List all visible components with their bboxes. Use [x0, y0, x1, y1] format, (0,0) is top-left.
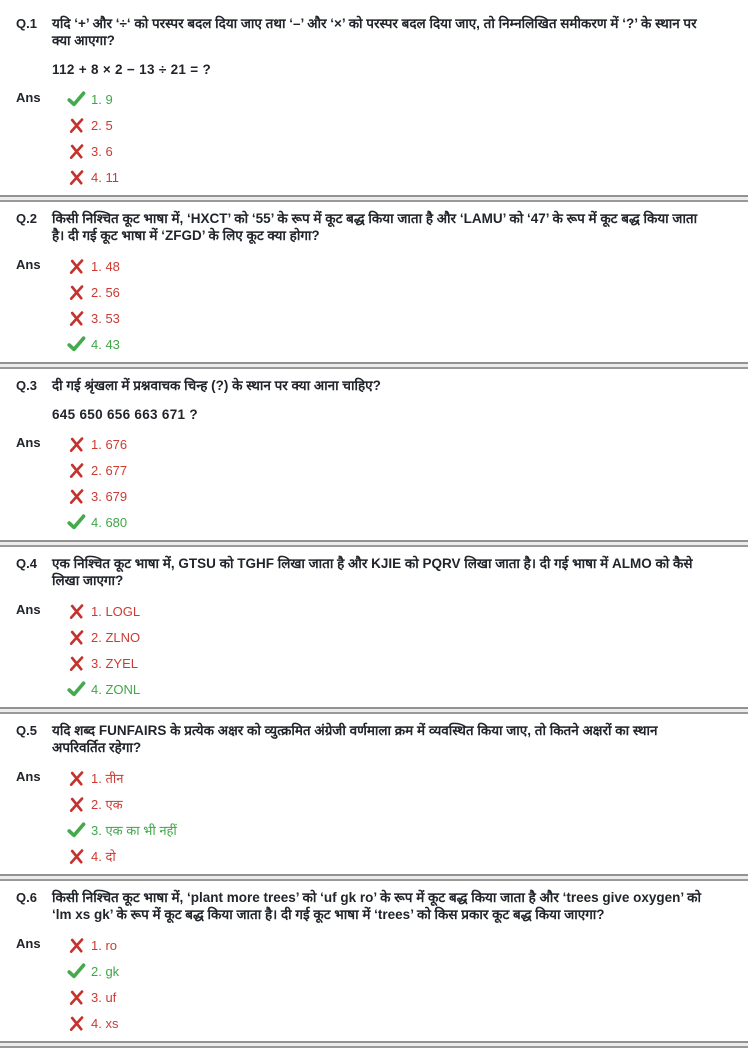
option-text: 4. 680	[91, 514, 128, 530]
question-separator	[0, 707, 748, 714]
incorrect-cross-icon	[66, 849, 86, 864]
correct-check-icon	[66, 514, 86, 530]
question-number: Q.4	[16, 556, 37, 571]
answer-option	[52, 253, 732, 279]
answer-option	[52, 984, 732, 1010]
option-text: 3. uf	[91, 989, 117, 1005]
incorrect-cross-icon	[66, 118, 86, 133]
option-text: 3. 6	[91, 143, 113, 159]
incorrect-cross-icon	[66, 489, 86, 504]
correct-check-icon	[66, 91, 86, 107]
incorrect-cross-icon	[66, 656, 86, 671]
answer-option	[52, 431, 732, 457]
answer-option	[52, 138, 732, 164]
incorrect-cross-icon	[66, 771, 86, 786]
option-text: 1. 9	[91, 91, 113, 107]
incorrect-cross-icon	[66, 144, 86, 159]
question-number: Q.2	[16, 211, 37, 226]
incorrect-cross-icon	[66, 259, 86, 274]
option-text: 2. 677	[91, 462, 128, 478]
incorrect-cross-icon	[66, 1016, 86, 1031]
answer-option	[52, 817, 732, 843]
answer-option	[52, 598, 732, 624]
option-text: 2. एक	[91, 797, 123, 812]
option-text: 3. एक का भी नहीं	[91, 823, 177, 838]
option-text: 4. 11	[91, 169, 119, 185]
question-text: एक निश्चित कूट भाषा में, GTSU को TGHF लिखा जाता है और KJIE को PQRV लिखा जाता है। दी गई भाषा में ALMO को कैसे लिखा जाएगा?	[52, 556, 693, 588]
answer-option	[52, 624, 732, 650]
question-block	[0, 202, 748, 362]
incorrect-cross-icon	[66, 797, 86, 812]
question-block	[0, 369, 748, 540]
correct-check-icon	[66, 963, 86, 979]
question-separator	[0, 540, 748, 547]
answer-option	[52, 509, 732, 535]
question-expression: 112 + 8 × 2 − 13 ÷ 21 = ?	[52, 62, 212, 77]
option-text: 4. xs	[91, 1015, 119, 1031]
correct-check-icon	[66, 822, 86, 838]
question-block	[0, 714, 748, 874]
question-separator	[0, 1041, 748, 1048]
option-text: 1. तीन	[91, 771, 124, 786]
answer-option	[52, 331, 732, 357]
answer-option	[52, 843, 732, 869]
option-text: 1. ro	[91, 937, 118, 953]
incorrect-cross-icon	[66, 170, 86, 185]
option-text: 1. 676	[91, 436, 128, 452]
options-list	[52, 431, 732, 535]
answer-option	[52, 932, 732, 958]
question-expression: 645 650 656 663 671 ?	[52, 407, 198, 422]
question-block	[0, 7, 748, 195]
question-text: किसी निश्चित कूट भाषा में, ‘plant more trees’ को ‘uf gk ro’ के रूप में कूट बद्ध किया जाता है और ‘trees give oxygen’ को ‘lm xs gk’ के रूप में कूट बद्ध किया जाता है। दी गई कूट भाषा में ‘trees’ को किस प्रकार कूट बद्ध किया जाएगा?	[52, 890, 702, 922]
option-text: 4. दो	[91, 849, 116, 864]
incorrect-cross-icon	[66, 938, 86, 953]
answer-label: Ans	[16, 435, 41, 450]
option-text: 3. 679	[91, 488, 128, 504]
question-number: Q.1	[16, 16, 37, 31]
answer-option	[52, 86, 732, 112]
options-list	[52, 765, 732, 869]
correct-check-icon	[66, 336, 86, 352]
option-text: 4. ZONL	[91, 681, 141, 697]
answer-option	[52, 1010, 732, 1036]
answer-option	[52, 676, 732, 702]
question-number: Q.3	[16, 378, 37, 393]
question-separator	[0, 874, 748, 881]
answer-option	[52, 650, 732, 676]
incorrect-cross-icon	[66, 437, 86, 452]
incorrect-cross-icon	[66, 604, 86, 619]
answer-option	[52, 279, 732, 305]
correct-check-icon	[66, 681, 86, 697]
answer-option	[52, 765, 732, 791]
answer-label: Ans	[16, 769, 41, 784]
options-list	[52, 86, 732, 190]
incorrect-cross-icon	[66, 285, 86, 300]
option-text: 1. 48	[91, 258, 120, 274]
answer-label: Ans	[16, 602, 41, 617]
answer-option	[52, 958, 732, 984]
option-text: 2. ZLNO	[91, 629, 141, 645]
option-text: 2. 56	[91, 284, 120, 300]
answer-option	[52, 457, 732, 483]
incorrect-cross-icon	[66, 990, 86, 1005]
question-block	[0, 881, 748, 1041]
options-list	[52, 253, 732, 357]
question-separator	[0, 195, 748, 202]
question-text: किसी निश्चित कूट भाषा में, ‘HXCT’ को ‘55’ के रूप में कूट बद्ध किया जाता है और ‘LAMU’ को ‘47’ के रूप में कूट बद्ध किया जाता है। दी गई कूट भाषा में ‘ZFGD’ के लिए कूट क्या होगा?	[52, 211, 698, 243]
incorrect-cross-icon	[66, 630, 86, 645]
answer-option	[52, 164, 732, 190]
answer-option	[52, 112, 732, 138]
question-block	[0, 547, 748, 707]
options-list	[52, 932, 732, 1036]
question-number: Q.5	[16, 723, 37, 738]
option-text: 2. 5	[91, 117, 113, 133]
question-text: यदि ‘+’ और ‘÷‘ को परस्पर बदल दिया जाए तथा ‘–’ और ‘×’ को परस्पर बदल दिया जाए, तो निम्नलिखित समीकरण में ‘?’ के स्थान पर क्या आएगा?	[52, 16, 697, 48]
answer-label: Ans	[16, 90, 41, 105]
option-text: 3. 53	[91, 310, 120, 326]
answer-option	[52, 791, 732, 817]
answer-label: Ans	[16, 257, 41, 272]
answer-option	[52, 305, 732, 331]
incorrect-cross-icon	[66, 311, 86, 326]
options-list	[52, 598, 732, 702]
option-text: 2. gk	[91, 963, 120, 979]
question-separator	[0, 362, 748, 369]
option-text: 3. ZYEL	[91, 655, 138, 671]
option-text: 4. 43	[91, 336, 120, 352]
question-text: यदि शब्द FUNFAIRS के प्रत्येक अक्षर को व्युत्क्रमित अंग्रेजी वर्णमाला क्रम में व्यवस्थित किया जाए, तो कितने अक्षरों का स्थान अपरिवर्तित रहेगा?	[52, 723, 658, 755]
incorrect-cross-icon	[66, 463, 86, 478]
answer-option	[52, 483, 732, 509]
question-number: Q.6	[16, 890, 37, 905]
option-text: 1. LOGL	[91, 603, 141, 619]
answer-label: Ans	[16, 936, 41, 951]
question-text: दी गई श्रृंखला में प्रश्नवाचक चिन्ह (?) के स्थान पर क्या आना चाहिए?	[52, 378, 381, 393]
